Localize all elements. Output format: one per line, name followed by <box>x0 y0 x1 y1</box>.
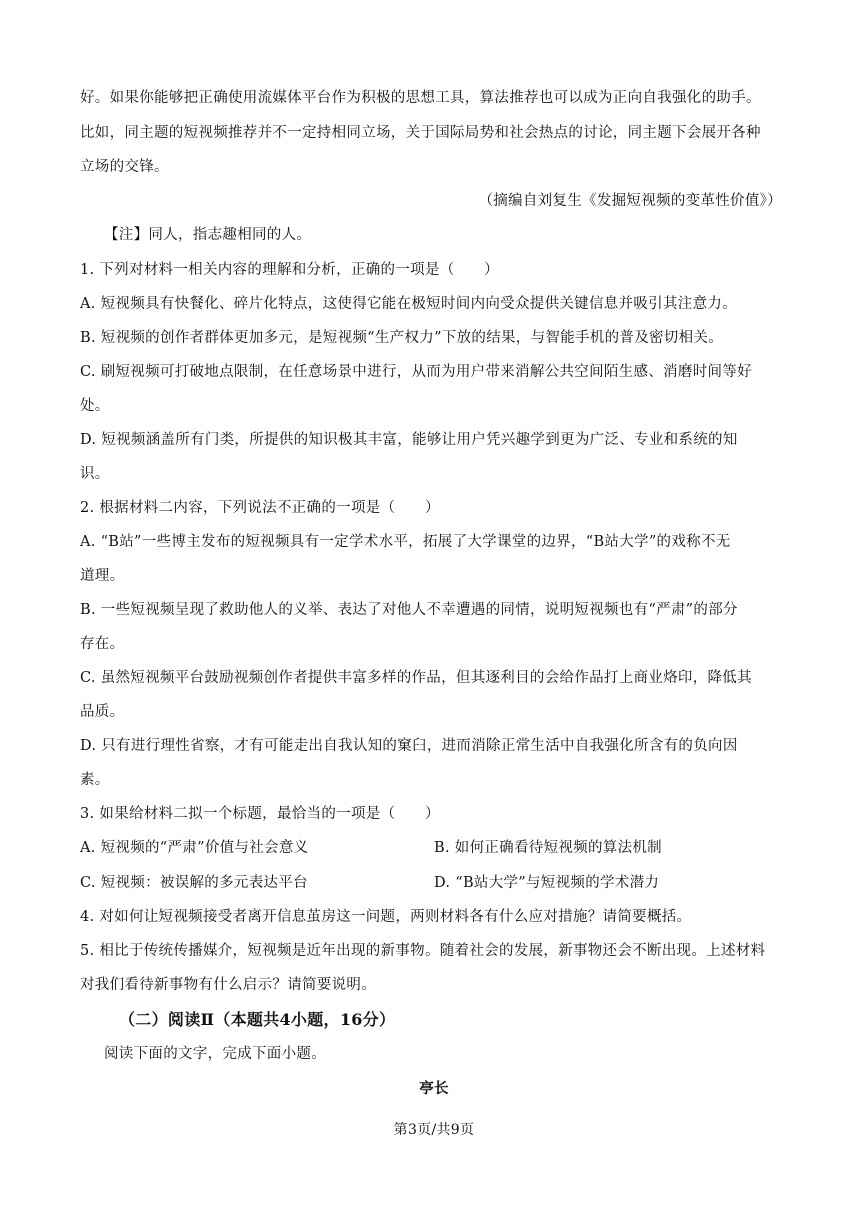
question-2-option-b-line2: 存在。 <box>80 636 125 652</box>
question-2-option-c-line2: 品质。 <box>80 704 125 720</box>
page-number-footer: 第3页/共9页 <box>393 1122 475 1138</box>
section-heading: （二）阅读Ⅱ（本题共4小题，16分） <box>119 1010 396 1029</box>
passage-line-2: 比如，同主题的短视频推荐并不一定持相同立场，关于国际局势和社会热点的讨论，同主题下会展开各种 <box>80 125 761 141</box>
question-4-stem: 4. 对如何让短视频接受者离开信息茧房这一问题，两则材料各有什么应对措施？请简要概括。 <box>80 909 692 925</box>
question-2-option-b-line1: B. 一些短视频呈现了救助他人的义举、表达了对他人不幸遭遇的同情，说明短视频也有“严肃”的部分 <box>80 602 738 618</box>
question-2-option-c-line1: C. 虽然短视频平台鼓励视频创作者提供丰富多样的作品，但其逐利目的会给作品打上商业烙印，降低其 <box>80 670 752 686</box>
question-3-option-d: D. “B站大学”与短视频的学术潜力 <box>434 875 660 891</box>
story-title: 亭长 <box>419 1080 449 1097</box>
question-1-option-d-line1: D. 短视频涵盖所有门类，所提供的知识极其丰富，能够让用户凭兴趣学到更为广泛、专业和系统的知 <box>80 432 738 448</box>
question-1-option-b: B. 短视频的创作者群体更加多元，是短视频“生产权力”下放的结果，与智能手机的普及密切相关。 <box>80 330 723 346</box>
question-3-option-a: A. 短视频的“严肃”价值与社会意义 <box>80 840 309 856</box>
question-5-stem-line1: 5. 相比于传统传播媒介，短视频是近年出现的新事物。随着社会的发展，新事物还会不断出现。上述材料 <box>80 943 766 959</box>
question-2-option-d-line2: 素。 <box>80 772 110 788</box>
question-3-stem: 3. 如果给材料二拟一个标题，最恰当的一项是（ ） <box>80 806 440 822</box>
question-3-option-c: C. 短视频：被误解的多元表达平台 <box>80 875 308 891</box>
question-1-option-c-line2: 处。 <box>80 398 110 414</box>
question-2-option-a-line2: 道理。 <box>80 568 125 584</box>
question-3-option-b: B. 如何正确看待短视频的算法机制 <box>434 840 662 856</box>
question-1-option-a: A. 短视频具有快餐化、碎片化特点，这使得它能在极短时间内向受众提供关键信息并吸引其注意力。 <box>80 296 737 312</box>
note-text: 【注】同人，指志趣相同的人。 <box>104 227 312 243</box>
question-5-stem-line2: 对我们看待新事物有什么启示？请简要说明。 <box>80 977 376 993</box>
passage-line-3: 立场的交锋。 <box>80 159 169 175</box>
section-instruction: 阅读下面的文字，完成下面小题。 <box>104 1046 326 1062</box>
question-1-option-c-line1: C. 刷短视频可打破地点限制，在任意场景中进行，从而为用户带来消解公共空间陌生感、消磨时间等好 <box>80 364 752 380</box>
passage-line-1: 好。如果你能够把正确使用流媒体平台作为积极的思想工具，算法推荐也可以成为正向自我强化的助手。 <box>80 90 761 106</box>
question-2-option-d-line1: D. 只有进行理性省察，才有可能走出自我认知的窠臼，进而消除正常生活中自我强化所含有的负向因 <box>80 738 738 754</box>
question-2-stem: 2. 根据材料二内容，下列说法不正确的一项是（ ） <box>80 500 440 516</box>
passage-source: （摘编自刘复生《发掘短视频的变革性价值》） <box>478 193 782 209</box>
question-2-option-a-line1: A. “B站”一些博主发布的短视频具有一定学术水平，拓展了大学课堂的边界，“B站大学”的戏称不无 <box>80 534 731 550</box>
question-1-option-d-line2: 识。 <box>80 466 110 482</box>
question-1-stem: 1. 下列对材料一相关内容的理解和分析，正确的一项是（ ） <box>80 262 499 278</box>
